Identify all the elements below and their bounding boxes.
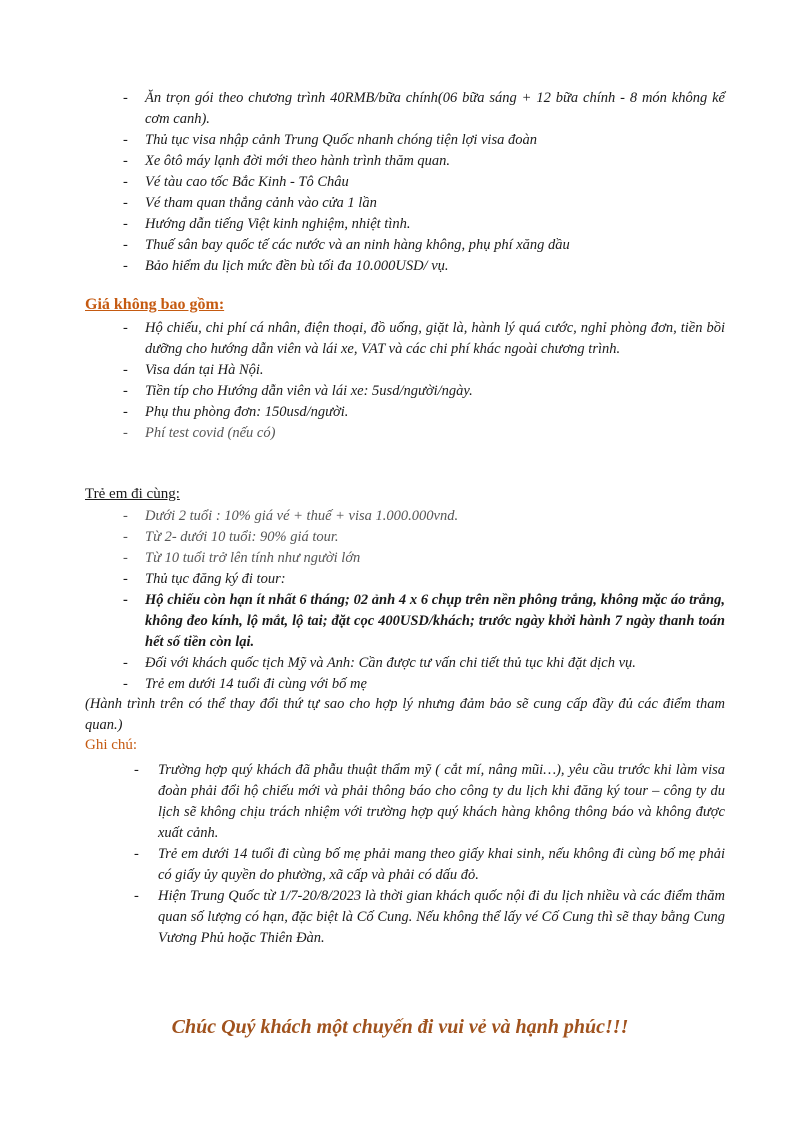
excluded-list xyxy=(123,318,725,444)
list-item-text: Từ 2- dưới 10 tuổi: 90% giá tour. xyxy=(145,529,339,545)
list-item-text: Đối với khách quốc tịch Mỹ và Anh: Cần được tư vấn chi tiết thủ tục khi đặt dịch vụ. xyxy=(145,655,636,671)
list-item xyxy=(123,674,725,695)
list-item xyxy=(123,235,725,256)
itinerary-note: (Hành trình trên có thể thay đổi thứ tự sao cho hợp lý nhưng đảm bảo sẽ cung cấp đầy đủ các điểm tham quan.) xyxy=(85,696,725,733)
list-item-text: Xe ôtô máy lạnh đời mới theo hành trình thăm quan. xyxy=(145,153,451,169)
bullet-dash: - xyxy=(123,362,128,378)
bullet-dash: - xyxy=(123,216,128,232)
list-item-text: Từ 10 tuổi trở lên tính như người lớn xyxy=(145,550,361,566)
list-item xyxy=(123,172,725,193)
bullet-dash: - xyxy=(123,383,128,399)
list-item-text: Bảo hiểm du lịch mức đền bù tối đa 10.000USD/ vụ. xyxy=(145,258,449,274)
list-item-text: Thủ tục đăng ký đi tour: xyxy=(145,571,286,587)
notes-list xyxy=(134,760,725,949)
bullet-dash: - xyxy=(123,508,128,524)
list-item xyxy=(123,214,725,235)
list-item-text: Ăn trọn gói theo chương trình 40RMB/bữa chính(06 bữa sáng + 12 bữa chính - 8 món không kể cơm canh). xyxy=(145,90,725,127)
list-item-text: Thuế sân bay quốc tế các nước và an ninh hàng không, phụ phí xăng dầu xyxy=(145,237,570,253)
list-item-text: Thủ tục visa nhập cảnh Trung Quốc nhanh chóng tiện lợi visa đoàn xyxy=(145,132,537,148)
bullet-dash: - xyxy=(123,237,128,253)
list-item xyxy=(123,653,725,674)
list-item-text: Dưới 2 tuổi : 10% giá vé + thuế + visa 1.000.000vnd. xyxy=(145,508,459,524)
list-item xyxy=(123,256,725,277)
bullet-dash: - xyxy=(123,174,128,190)
list-item-text: Visa dán tại Hà Nội. xyxy=(145,362,264,378)
list-item-text: Hướng dẫn tiếng Việt kinh nghiệm, nhiệt tình. xyxy=(145,216,411,232)
bullet-dash: - xyxy=(134,762,139,778)
list-item xyxy=(123,318,725,360)
children-heading: Trẻ em đi cùng: xyxy=(85,486,180,502)
list-item xyxy=(123,527,725,548)
list-item xyxy=(123,506,725,527)
notes-heading: Ghi chú: xyxy=(85,737,138,753)
list-item xyxy=(123,381,725,402)
bullet-dash: - xyxy=(123,153,128,169)
list-item-text: Tiền típ cho Hướng dẫn viên và lái xe: 5usd/người/ngày. xyxy=(145,383,473,399)
bullet-dash: - xyxy=(123,132,128,148)
bullet-dash: - xyxy=(123,676,128,692)
excluded-heading: Giá không bao gồm: xyxy=(85,296,225,313)
bullet-dash: - xyxy=(134,846,139,862)
list-item-text: Trường hợp quý khách đã phẫu thuật thẩm mỹ ( cắt mí, nâng mũi…), yêu cầu trước khi làm visa đoàn phải đổi hộ chiếu mới và phải thông báo cho công ty du lịch khi đăng ký tour – công ty du lịch sẽ không chịu trách nhiệm với trường hợp quý khách hàng không thông báo và không được xuất cảnh. xyxy=(158,762,725,841)
included-list xyxy=(123,88,725,277)
list-item xyxy=(123,548,725,569)
list-item xyxy=(134,886,725,949)
bullet-dash: - xyxy=(123,425,128,441)
bullet-dash: - xyxy=(134,888,139,904)
list-item-text: Vé tham quan thắng cảnh vào cửa 1 lần xyxy=(145,195,377,211)
bullet-dash: - xyxy=(123,404,128,420)
list-item xyxy=(134,844,725,886)
list-item xyxy=(123,151,725,172)
children-list xyxy=(123,506,725,695)
bullet-dash: - xyxy=(123,90,128,106)
bullet-dash: - xyxy=(123,655,128,671)
list-item-text: Hiện Trung Quốc từ 1/7-20/8/2023 là thời gian khách quốc nội đi du lịch nhiều và các điểm thăm quan số lượng có hạn, đặc biệt là Cố Cung. Nếu không thể lấy vé Cố Cung thì sẽ thay bằng Cung Vương Phủ hoặc Thiên Đàn. xyxy=(158,888,725,946)
list-item-text: Vé tàu cao tốc Bắc Kinh - Tô Châu xyxy=(145,174,349,190)
list-item xyxy=(123,193,725,214)
list-item-text: Trẻ em dưới 14 tuổi đi cùng với bố mẹ xyxy=(145,676,367,692)
list-item-text: Phí test covid (nếu có) xyxy=(145,425,276,441)
closing-message: Chúc Quý khách một chuyến đi vui vẻ và hạnh phúc!!! xyxy=(171,1016,629,1038)
list-item xyxy=(123,360,725,381)
list-item-text: Hộ chiếu còn hạn ít nhất 6 tháng; 02 ảnh 4 x 6 chụp trên nền phông trắng, không mặc áo trắng, không đeo kính, lộ mắt, lộ tai; đặt cọc 400USD/khách; trước ngày khởi hành 7 ngày thanh toán hết số tiền còn lại. xyxy=(145,592,725,650)
list-item xyxy=(123,423,725,444)
bullet-dash: - xyxy=(123,320,128,336)
bullet-dash: - xyxy=(123,592,128,608)
list-item xyxy=(123,402,725,423)
bullet-dash: - xyxy=(123,571,128,587)
bullet-dash: - xyxy=(123,258,128,274)
bullet-dash: - xyxy=(123,529,128,545)
bullet-dash: - xyxy=(123,550,128,566)
list-item-text: Trẻ em dưới 14 tuổi đi cùng bố mẹ phải mang theo giấy khai sinh, nếu không đi cùng bố mẹ phải có giấy ủy quyền do phường, xã cấp và phải có dấu đỏ. xyxy=(158,846,725,883)
list-item xyxy=(123,130,725,151)
list-item xyxy=(123,590,725,653)
bullet-dash: - xyxy=(123,195,128,211)
list-item-text: Hộ chiếu, chi phí cá nhân, điện thoại, đồ uống, giặt là, hành lý quá cước, nghỉ phòng đơn, tiền bồi dưỡng cho hướng dẫn viên và lái xe, VAT và các chi phí khác ngoài chương trình. xyxy=(145,320,725,357)
list-item-text: Phụ thu phòng đơn: 150usd/người. xyxy=(145,404,349,420)
list-item xyxy=(123,569,725,590)
list-item xyxy=(134,760,725,844)
list-item xyxy=(123,88,725,130)
